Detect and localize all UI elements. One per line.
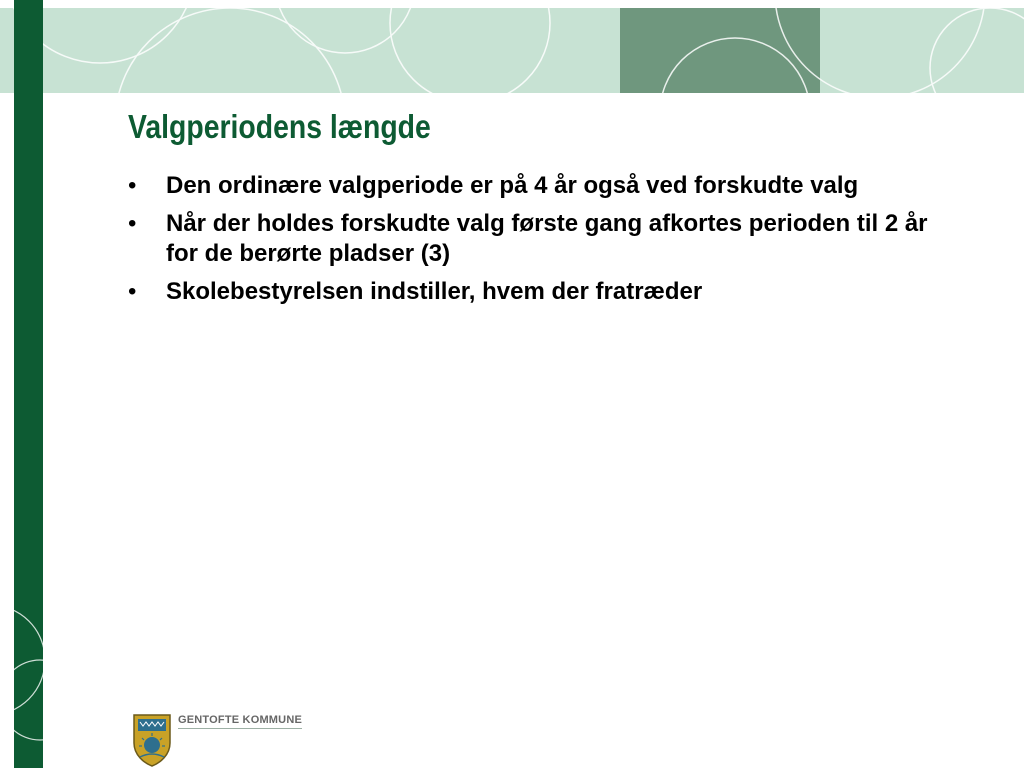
bullet-text: Skolebestyrelsen indstiller, hvem der fratræder	[166, 278, 703, 305]
bullet-item	[128, 171, 948, 201]
coat-of-arms-icon	[132, 713, 172, 767]
bullet-list	[128, 171, 948, 315]
slide-title: Valgperiodens længde	[128, 108, 431, 145]
bullet-text: Når der holdes forskudte valg første gang afkortes perioden til 2 år for de berørte pladser (3)	[166, 210, 928, 267]
bullet-item	[128, 277, 948, 307]
header-circle-pattern	[0, 8, 1024, 93]
bullet-item	[128, 209, 948, 269]
bullet-marker: •	[128, 278, 137, 305]
bullet-marker: •	[128, 210, 137, 237]
left-circle-pattern	[0, 590, 48, 768]
bullet-marker: •	[128, 172, 137, 199]
header-decoration-band	[0, 8, 1024, 93]
footer-organization-name: GENTOFTE KOMMUNE	[178, 714, 302, 729]
bullet-text: Den ordinære valgperiode er på 4 år også ved forskudte valg	[166, 172, 859, 199]
